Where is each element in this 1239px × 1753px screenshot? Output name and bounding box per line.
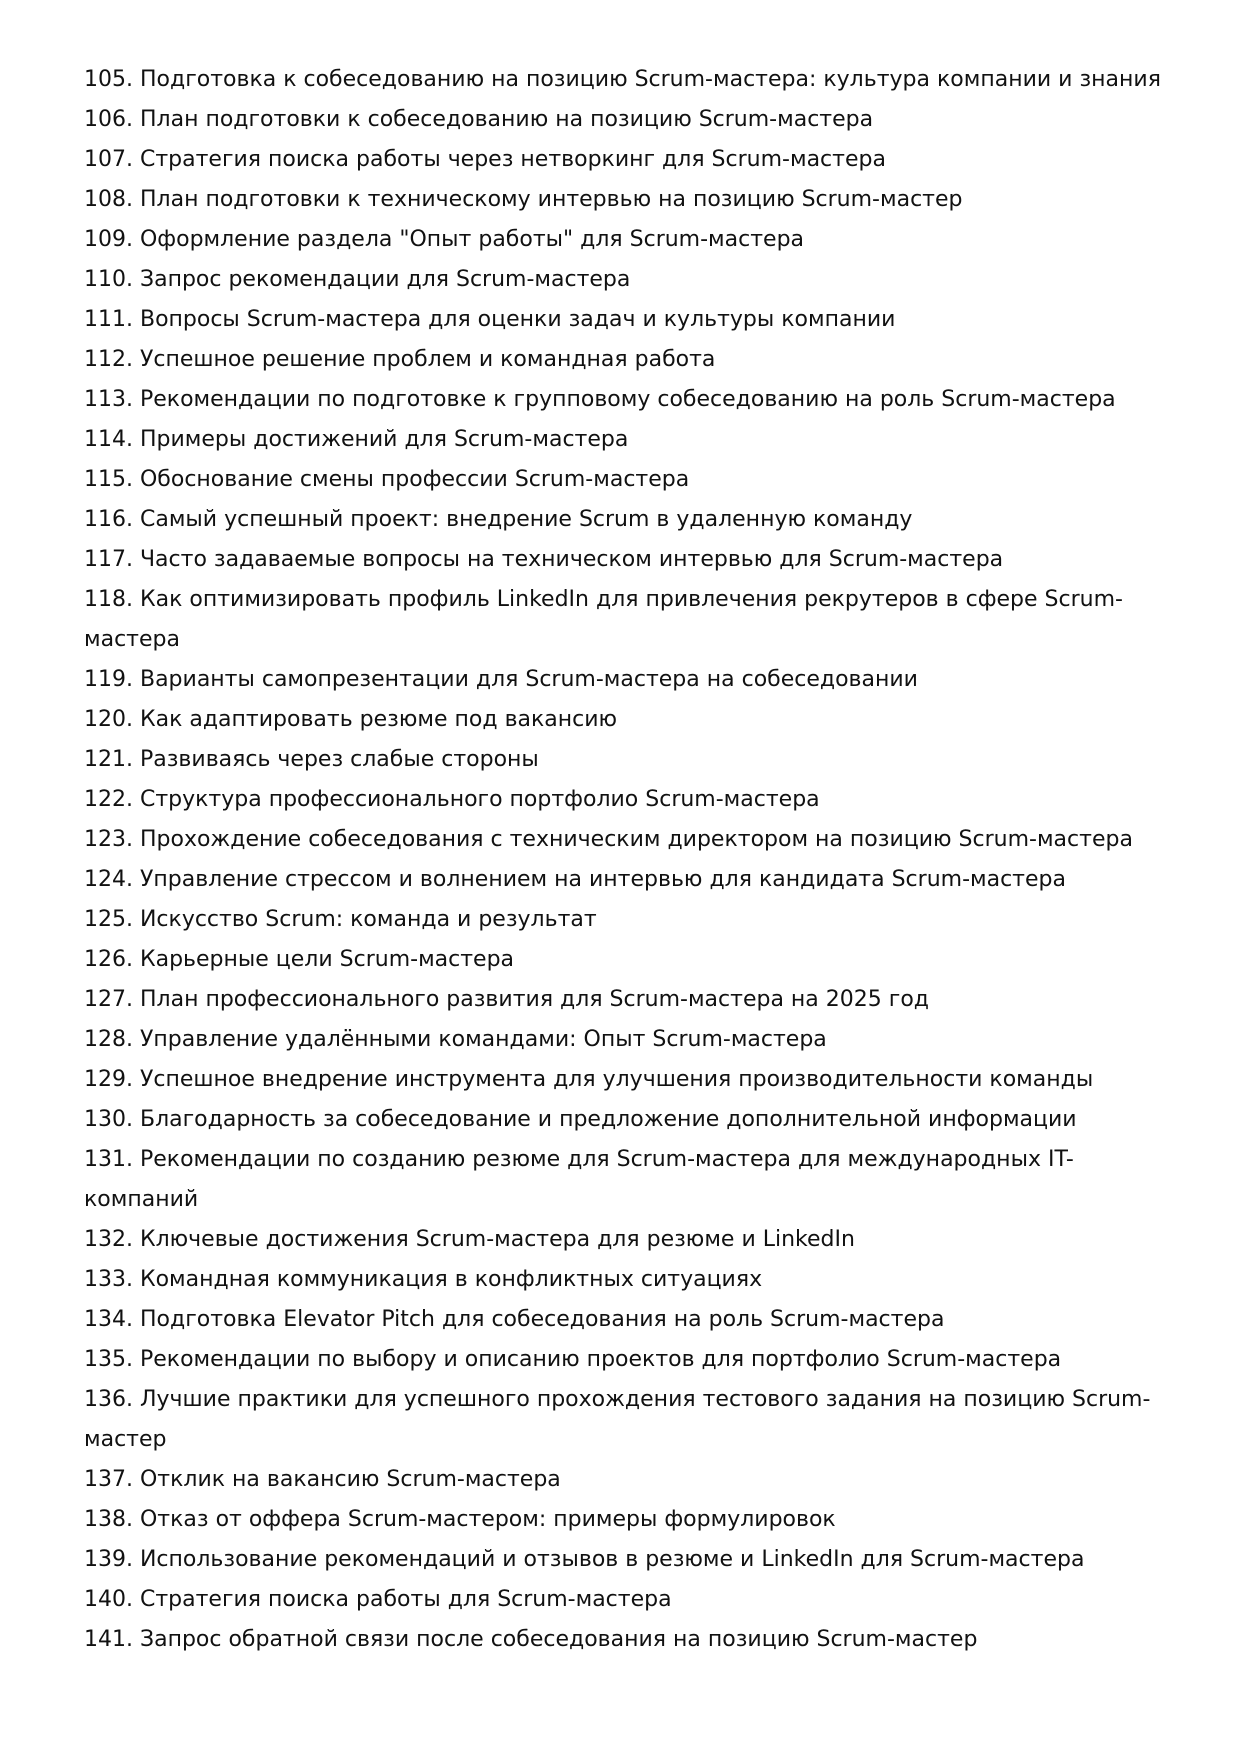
toc-item-133: 133. Командная коммуникация в конфликтных ситуациях [84,1267,763,1292]
toc-item-113: 113. Рекомендации по подготовке к групповому собеседованию на роль Scrum-мастера [84,387,1116,412]
toc-item-132: 132. Ключевые достижения Scrum-мастера для резюме и LinkedIn [84,1227,855,1252]
toc-item-112: 112. Успешное решение проблем и командная работа [84,347,716,372]
toc-item-137: 137. Отклик на вакансию Scrum-мастера [84,1467,561,1492]
toc-item-121: 121. Развиваясь через слабые стороны [84,747,539,772]
toc-item-129: 129. Успешное внедрение инструмента для улучшения производительности команды [84,1067,1094,1092]
toc-item-106: 106. План подготовки к собеседованию на позицию Scrum-мастера [84,107,874,132]
toc-item-124: 124. Управление стрессом и волнением на интервью для кандидата Scrum-мастера [84,867,1066,892]
toc-item-120: 120. Как адаптировать резюме под вакансию [84,707,618,732]
toc-item-111: 111. Вопросы Scrum-мастера для оценки задач и культуры компании [84,307,896,332]
toc-item-136: 136. Лучшие практики для успешного прохождения тестового задания на позицию Scrum-мастер [84,1387,1151,1452]
toc-item-107: 107. Стратегия поиска работы через нетворкинг для Scrum-мастера [84,147,886,172]
document-page [84,60,1164,1660]
toc-item-108: 108. План подготовки к техническому интервью на позицию Scrum-мастер [84,187,963,212]
toc-item-110: 110. Запрос рекомендации для Scrum-мастера [84,267,631,292]
toc-item-117: 117. Часто задаваемые вопросы на техническом интервью для Scrum-мастера [84,547,1004,572]
toc-item-139: 139. Использование рекомендаций и отзывов в резюме и LinkedIn для Scrum-мастера [84,1547,1085,1572]
toc-list [84,60,1164,1660]
toc-item-134: 134. Подготовка Elevator Pitch для собеседования на роль Scrum-мастера [84,1307,945,1332]
toc-item-138: 138. Отказ от оффера Scrum-мастером: примеры формулировок [84,1507,836,1532]
toc-item-127: 127. План профессионального развития для Scrum-мастера на 2025 год [84,987,929,1012]
toc-item-125: 125. Искусство Scrum: команда и результат [84,907,597,932]
toc-item-122: 122. Структура профессионального портфолио Scrum-мастера [84,787,820,812]
toc-item-114: 114. Примеры достижений для Scrum-мастера [84,427,629,452]
toc-item-130: 130. Благодарность за собеседование и предложение дополнительной информации [84,1107,1077,1132]
toc-item-116: 116. Самый успешный проект: внедрение Scrum в удаленную команду [84,507,913,532]
toc-item-140: 140. Стратегия поиска работы для Scrum-мастера [84,1587,672,1612]
toc-item-105: 105. Подготовка к собеседованию на позицию Scrum-мастера: культура компании и знания [84,67,1161,92]
toc-item-118: 118. Как оптимизировать профиль LinkedIn для привлечения рекрутеров в сфере Scrum-мастера [84,587,1123,652]
toc-item-141: 141. Запрос обратной связи после собеседования на позицию Scrum-мастер [84,1627,978,1652]
toc-item-128: 128. Управление удалёнными командами: Опыт Scrum-мастера [84,1027,827,1052]
toc-item-109: 109. Оформление раздела "Опыт работы" для Scrum-мастера [84,227,805,252]
toc-item-123: 123. Прохождение собеседования с техническим директором на позицию Scrum-мастера [84,827,1133,852]
toc-item-126: 126. Карьерные цели Scrum-мастера [84,947,515,972]
toc-item-135: 135. Рекомендации по выбору и описанию проектов для портфолио Scrum-мастера [84,1347,1062,1372]
toc-item-131: 131. Рекомендации по созданию резюме для Scrum-мастера для международных IT-компаний [84,1147,1074,1212]
toc-item-115: 115. Обоснование смены профессии Scrum-мастера [84,467,690,492]
toc-item-119: 119. Варианты самопрезентации для Scrum-мастера на собеседовании [84,667,918,692]
